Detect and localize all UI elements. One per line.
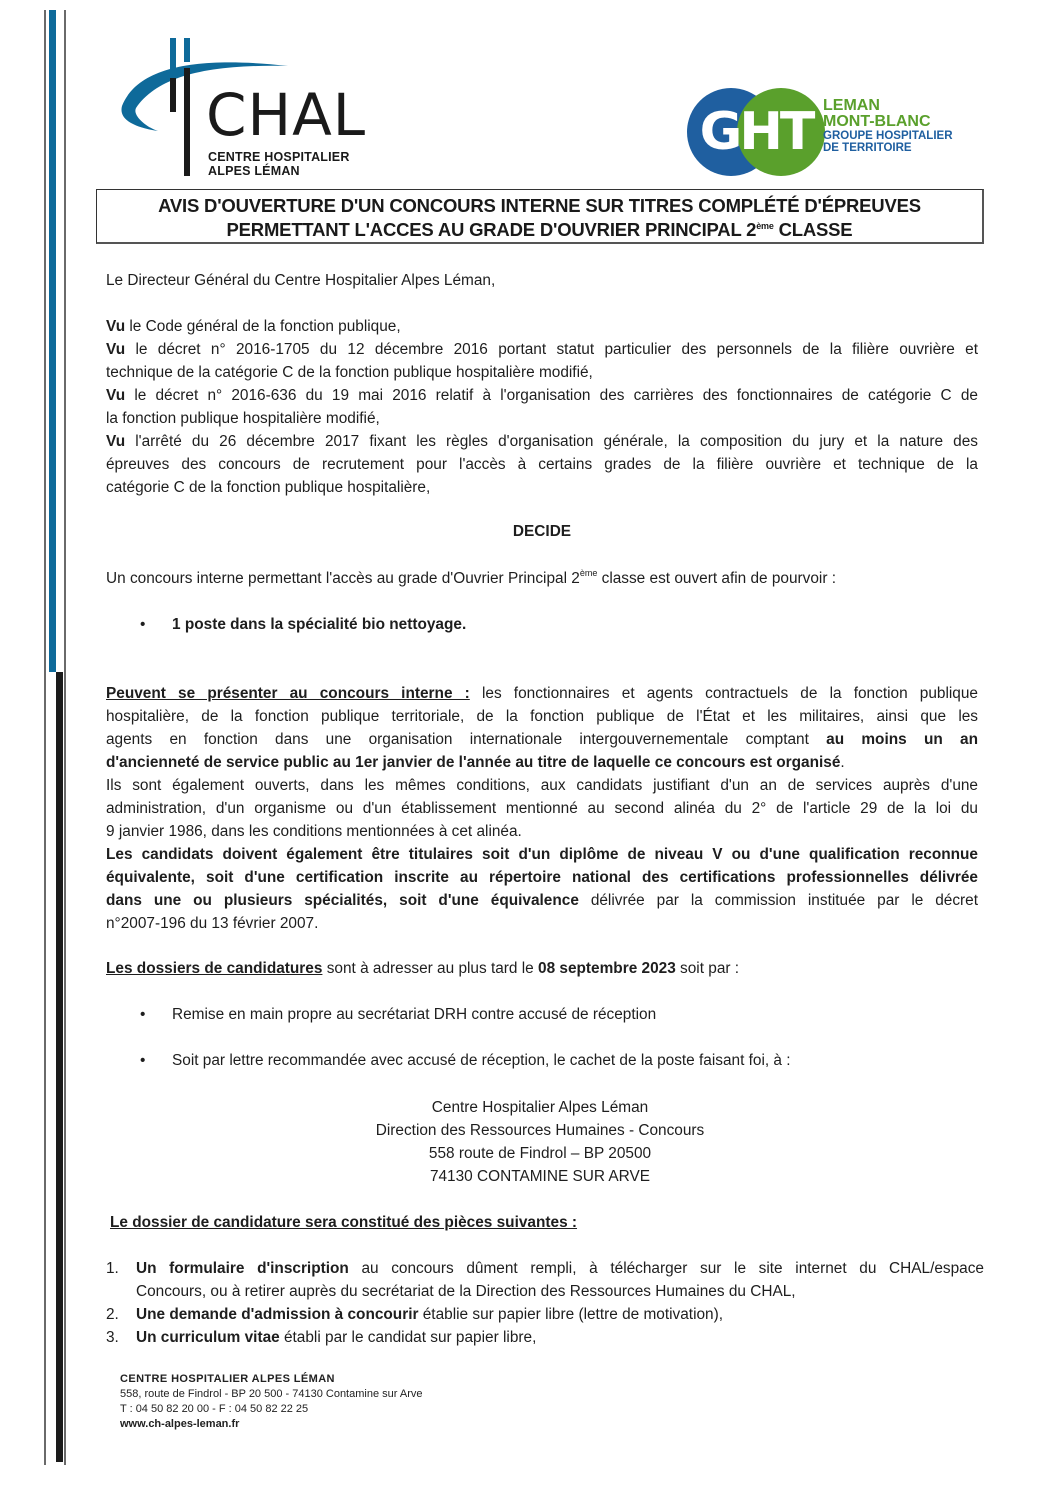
left-border-black-stripe bbox=[56, 672, 63, 1462]
left-border-blue-stripe bbox=[49, 10, 56, 672]
vu-text: la fonction publique hospitalière modifié, bbox=[106, 410, 380, 427]
ght-line2: MONT-BLANC bbox=[823, 113, 931, 130]
bullet-icon: • bbox=[140, 1006, 146, 1023]
chal-logo-subtitle bbox=[208, 150, 350, 178]
decide-heading: DECIDE bbox=[512, 523, 572, 540]
vu-text: le décret n° 2016-1705 du 12 décembre 2016 portant statut particulier des personnels de la filière ouvrière et bbox=[135, 341, 979, 358]
dossier-item-text: Concours, ou à retirer auprès du secrétariat de la Direction des Ressources Humaines du CHAL, bbox=[136, 1283, 796, 1300]
diploma-line: Les candidats doivent également être titulaires soit d'un diplôme de niveau V ou d'une qualification reconnue bbox=[106, 846, 978, 863]
eligibility-line: hospitalière, de la fonction publique territoriale, de la fonction publique de l'État et les militaires, ainsi que les bbox=[106, 708, 978, 725]
title-superscript: ème bbox=[756, 221, 774, 231]
vu-text: l'arrêté du 26 décembre 2017 fixant les règles d'organisation générale, la composition du jury et la nature des bbox=[135, 433, 978, 450]
footer-address: 558, route de Findrol - BP 20 500 - 74130 Contamine sur Arve bbox=[120, 1388, 423, 1400]
dossier-item-bold: Un curriculum vitae bbox=[136, 1329, 280, 1346]
dossier-item-number: 3. bbox=[106, 1329, 119, 1346]
dossier-item bbox=[106, 1326, 986, 1349]
vu-text: épreuves des concours de recrutement pour l'accès à certains grades de la filière ouvrière et technique de la bbox=[106, 456, 978, 473]
dossier-item-text: établie sur papier libre (lettre de motivation), bbox=[418, 1306, 724, 1323]
opening-post: classe est ouvert afin de pourvoir : bbox=[597, 570, 837, 587]
submission-option: Soit par lettre recommandée avec accusé de réception, le cachet de la poste faisant foi, à : bbox=[172, 1052, 791, 1069]
ght-line1: LEMAN bbox=[823, 97, 880, 114]
footer-website-link[interactable]: www.ch-alpes-leman.fr bbox=[120, 1418, 240, 1430]
dossier-item-number: 1. bbox=[106, 1260, 119, 1277]
title-line1: AVIS D'OUVERTURE D'UN CONCOURS INTERNE SUR TITRES COMPLÉTÉ D'ÉPREUVES bbox=[158, 195, 921, 216]
eligibility-line: administration, d'un organisme ou d'un établissement mentionné au second alinéa du 2° de l'article 29 de la loi du bbox=[106, 800, 978, 817]
diploma-line bbox=[106, 889, 978, 912]
chal-subtitle-line2: ALPES LÉMAN bbox=[208, 164, 300, 178]
eligibility-text: agents en fonction dans une organisation internationale intergouvernementale comptant bbox=[106, 731, 827, 748]
submission-text bbox=[106, 957, 978, 980]
opening-text bbox=[106, 567, 978, 590]
bullet-icon: • bbox=[140, 616, 146, 633]
eligibility-heading: Peuvent se présenter au concours interne : bbox=[106, 685, 470, 702]
title-line2 bbox=[97, 218, 982, 242]
vu-text: le décret n° 2016-636 du 19 mai 2016 relatif à l'organisation des carrières des fonctionnaires de catégorie C de bbox=[134, 387, 978, 404]
vu-clauses bbox=[106, 315, 978, 499]
diploma-bold: dans une ou plusieurs spécialités, soit d'une équivalence bbox=[106, 892, 579, 909]
diploma-line: n°2007-196 du 13 février 2007. bbox=[106, 915, 319, 932]
chal-subtitle-line1: CENTRE HOSPITALIER bbox=[208, 150, 350, 164]
ght-logo-mark bbox=[686, 85, 826, 180]
vu-lead: Vu bbox=[106, 341, 126, 358]
footer-org: CENTRE HOSPITALIER ALPES LÉMAN bbox=[120, 1373, 335, 1385]
eligibility-line bbox=[106, 751, 978, 774]
diploma-line: équivalente, soit d'une certification inscrite au répertoire national des certifications professionnelles délivrée bbox=[106, 869, 978, 886]
dossier-list bbox=[106, 1257, 986, 1349]
left-border-line bbox=[44, 10, 46, 1465]
address-line: 74130 CONTAMINE SUR ARVE bbox=[429, 1168, 651, 1185]
chal-logo-text: CHAL bbox=[206, 81, 367, 149]
ght-line4: DE TERRITOIRE bbox=[823, 142, 912, 154]
vu-text: technique de la catégorie C de la fonction publique hospitalière modifié, bbox=[106, 364, 593, 381]
eligibility-line: Ils sont également ouverts, dans les mêmes conditions, aux candidats justifiant d'un an de services auprès d'une bbox=[106, 777, 978, 794]
title-line2-post: CLASSE bbox=[773, 219, 853, 240]
title-line2-pre: PERMETTANT L'ACCES AU GRADE D'OUVRIER PRINCIPAL 2 bbox=[226, 219, 757, 240]
eligibility-bold: au moins un an bbox=[826, 731, 978, 748]
dossier-item-text: établi par le candidat sur papier libre, bbox=[279, 1329, 537, 1346]
dossier-item-bold: Une demande d'admission à concourir bbox=[136, 1306, 419, 1323]
eligibility-line: 9 janvier 1986, dans les conditions mentionnées à cet alinéa. bbox=[106, 823, 522, 840]
ght-logo-text bbox=[823, 98, 953, 154]
submission-end: soit par : bbox=[675, 960, 740, 977]
submission-deadline: 08 septembre 2023 bbox=[538, 960, 676, 977]
vu-lead: Vu bbox=[106, 387, 126, 404]
eligibility-line bbox=[106, 682, 978, 705]
dossier-item bbox=[106, 1257, 986, 1303]
vu-lead: Vu bbox=[106, 318, 126, 335]
submission-mid: sont à adresser au plus tard le bbox=[322, 960, 539, 977]
svg-text:GHT: GHT bbox=[699, 102, 813, 162]
address-line: 558 route de Findrol – BP 20500 bbox=[428, 1145, 652, 1162]
dossier-heading: Le dossier de candidature sera constitué des pièces suivantes : bbox=[110, 1214, 578, 1231]
eligibility-section bbox=[106, 682, 978, 935]
submission-option: Remise en main propre au secrétariat DRH contre accusé de réception bbox=[172, 1006, 657, 1023]
opening-superscript: ème bbox=[579, 568, 598, 578]
vu-clause bbox=[106, 338, 978, 361]
left-border-line bbox=[64, 10, 66, 1465]
eligibility-text: . bbox=[840, 754, 845, 771]
dossier-item-number: 2. bbox=[106, 1306, 119, 1323]
vu-clause bbox=[106, 384, 978, 407]
vu-clause bbox=[106, 430, 978, 453]
posts-bullet-text: 1 poste dans la spécialité bio nettoyage. bbox=[172, 616, 467, 633]
vu-text: le Code général de la fonction publique, bbox=[129, 318, 401, 335]
postal-address bbox=[290, 1096, 790, 1188]
diploma-text: délivrée par la commission instituée par le décret bbox=[578, 892, 978, 909]
eligibility-line bbox=[106, 728, 978, 751]
address-line: Centre Hospitalier Alpes Léman bbox=[431, 1099, 649, 1116]
address-line: Direction des Ressources Humaines - Concours bbox=[375, 1122, 705, 1139]
dossier-item bbox=[106, 1303, 986, 1326]
eligibility-bold: d'ancienneté de service public au 1er janvier de l'année au titre de laquelle ce concours est organisé bbox=[106, 754, 841, 771]
opening-pre: Un concours interne permettant l'accès au grade d'Ouvrier Principal 2 bbox=[106, 570, 580, 587]
footer-phone: T : 04 50 82 20 00 - F : 04 50 82 22 25 bbox=[120, 1403, 309, 1415]
dossier-item-bold: Un formulaire d'inscription bbox=[136, 1260, 349, 1277]
vu-lead: Vu bbox=[106, 433, 126, 450]
vu-clause bbox=[106, 315, 978, 338]
intro-text: Le Directeur Général du Centre Hospitalier Alpes Léman, bbox=[106, 272, 496, 289]
eligibility-text: les fonctionnaires et agents contractuels de la fonction publique bbox=[469, 685, 978, 702]
submission-heading: Les dossiers de candidatures bbox=[106, 960, 323, 977]
ght-line3: GROUPE HOSPITALIER bbox=[823, 130, 953, 142]
page-footer bbox=[120, 1372, 422, 1432]
vu-text: catégorie C de la fonction publique hospitalière, bbox=[106, 479, 431, 496]
bullet-icon: • bbox=[140, 1052, 146, 1069]
dossier-item-text: au concours dûment rempli, à télécharger sur le site internet du CHAL/espace bbox=[348, 1260, 984, 1277]
document-title bbox=[96, 189, 984, 244]
